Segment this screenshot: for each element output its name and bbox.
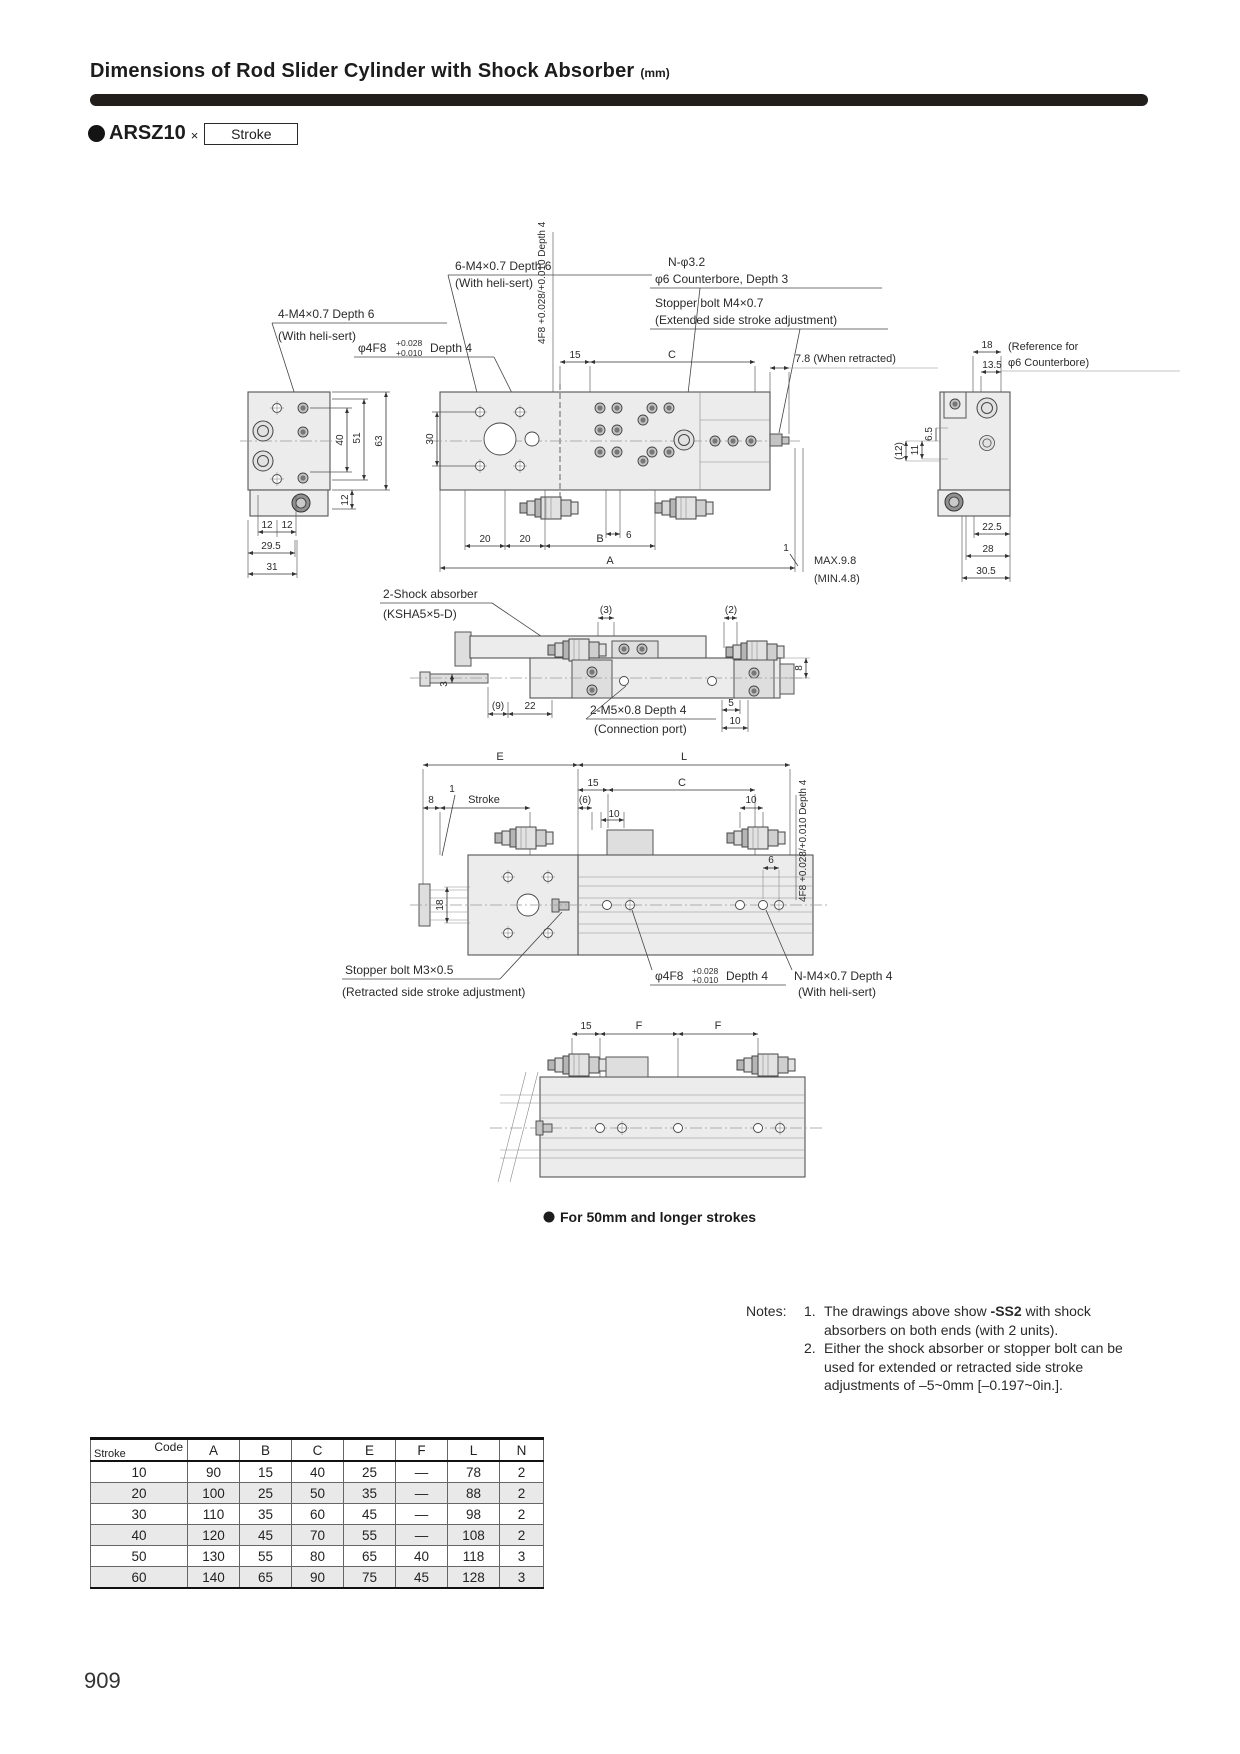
dim-15: 15 [569, 350, 581, 361]
row-stroke: 50 [91, 1546, 188, 1567]
times-symbol: × [190, 127, 199, 143]
dim-B: B [596, 533, 604, 545]
table-header-row [91, 1439, 544, 1462]
callout-fit3: φ4F8 [655, 969, 684, 983]
drawing-side-view [380, 587, 810, 736]
page-title: Dimensions of Rod Slider Cylinder with Shock Absorber [90, 60, 635, 82]
ref-label-1: (Reference for [1008, 341, 1079, 353]
dim-20a: 20 [479, 534, 491, 545]
dim-E: E [496, 751, 504, 763]
row-stroke: 10 [91, 1461, 188, 1483]
note1-line1: The drawings above show -SS2 with shock [824, 1303, 1091, 1319]
dim-18x: 18 [435, 899, 446, 911]
note2-number: 2. [804, 1340, 816, 1356]
dim-40: 40 [335, 434, 346, 446]
dim-295: 29.5 [261, 541, 281, 552]
corner-code-label: Code [154, 1440, 183, 1454]
table-corner-cell [91, 1439, 188, 1462]
notes-label: Notes: [746, 1303, 787, 1319]
fit3-depth: Depth 4 [726, 969, 769, 983]
dim-10a: 10 [608, 809, 620, 820]
dim-1x: 1 [449, 784, 455, 795]
ref-label-2: φ6 Counterbore) [1008, 357, 1090, 369]
dim-3p: (3) [599, 605, 613, 616]
dim-Fa: F [635, 1020, 643, 1032]
dim-20b: 20 [519, 534, 531, 545]
dim-1: 1 [783, 543, 789, 554]
dim-31: 31 [266, 562, 278, 573]
callout-shock-sub: (KSHA5×5-D) [383, 607, 457, 621]
fit-tol-top: +0.028 [396, 338, 423, 348]
callout-stopper3-sub: (Retracted side stroke adjustment) [342, 985, 526, 999]
note2-line2: used for extended or retracted side stroke [824, 1358, 1084, 1375]
drawing-top-view [240, 221, 1180, 585]
fit3-tol-top: +0.028 [692, 966, 719, 976]
row-stroke: 20 [91, 1483, 188, 1504]
callout-stopper-sub: (Extended side stroke adjustment) [655, 313, 838, 327]
col-B: B [240, 1439, 292, 1462]
col-L: L [448, 1439, 500, 1462]
callout-6m4: 6-M4×0.7 Depth 6 [455, 259, 552, 273]
dim-12p: (12) [894, 442, 905, 460]
note1-number: 1. [804, 1303, 816, 1319]
dim-2p: (2) [724, 605, 738, 616]
dim-6p: (6) [578, 795, 592, 806]
dim-10: 10 [729, 716, 741, 727]
dim-min: (MIN.4.8) [814, 573, 860, 585]
dim-Cx: C [678, 777, 686, 789]
dim-6: 6 [626, 530, 632, 541]
col-N: N [500, 1439, 544, 1462]
dim-Fb: F [714, 1020, 722, 1032]
col-F: F [396, 1439, 448, 1462]
table-row: 30 110 35 60 45 — 98 2 [91, 1504, 544, 1525]
dim-12v: 12 [340, 494, 351, 506]
table-row: 10 90 15 40 25 — 78 2 [91, 1461, 544, 1483]
dim-51: 51 [352, 432, 363, 444]
dim-C: C [668, 349, 676, 361]
dim-22: 22 [524, 701, 536, 712]
dim-5: 5 [728, 698, 734, 709]
drawing-extended-view [342, 751, 893, 999]
dim-305: 30.5 [976, 566, 996, 577]
dim-stroke: Stroke [468, 794, 500, 806]
dim-10b: 10 [745, 795, 757, 806]
table-row: 40 120 45 70 55 — 108 2 [91, 1525, 544, 1546]
col-E: E [344, 1439, 396, 1462]
callout-stopper3: Stopper bolt M3×0.5 [345, 963, 454, 977]
callout-nm4: N-M4×0.7 Depth 4 [794, 969, 893, 983]
callout-4m4-sub: (With heli-sert) [278, 329, 357, 343]
caption-bullet-icon [544, 1212, 555, 1223]
table-row: 60 140 65 90 75 45 128 3 [91, 1567, 544, 1589]
dim-63: 63 [374, 435, 385, 447]
row-stroke: 40 [91, 1525, 188, 1546]
col-A: A [188, 1439, 240, 1462]
long-stroke-caption: For 50mm and longer strokes [560, 1209, 757, 1225]
callout-shock: 2-Shock absorber [383, 587, 478, 601]
dim-8: 8 [794, 665, 805, 671]
dim-15f: 15 [580, 1021, 592, 1032]
dim-12b: 12 [281, 520, 293, 531]
dim-9p: (9) [491, 701, 505, 712]
dim-30: 30 [425, 433, 436, 445]
drawing-long-stroke-view [490, 1020, 822, 1225]
note1-line2: absorbers on both ends (with 2 units). [824, 1321, 1059, 1338]
fit-vertical-label-2: 4F8 +0.028/+0.010 Depth 4 [798, 779, 809, 902]
dim-28: 28 [982, 544, 994, 555]
row-stroke: 30 [91, 1504, 188, 1525]
right-view-dims [894, 340, 1180, 582]
dim-6x: 6 [768, 855, 774, 866]
col-C: C [292, 1439, 344, 1462]
table-row: 20 100 25 50 35 — 88 2 [91, 1483, 544, 1504]
fit-depth: Depth 4 [430, 341, 473, 355]
note2-line3: adjustments of –5~0mm [–0.197~0in.]. [824, 1377, 1063, 1393]
callout-port: 2-M5×0.8 Depth 4 [590, 703, 687, 717]
row-stroke: 60 [91, 1567, 188, 1589]
callout-fit: φ4F8 [358, 341, 387, 355]
callout-nphi-sub: φ6 Counterbore, Depth 3 [655, 272, 789, 286]
dim-11: 11 [910, 444, 921, 456]
dim-max: MAX.9.8 [814, 555, 857, 567]
callout-port-sub: (Connection port) [594, 722, 687, 736]
callout-nm4-sub: (With heli-sert) [798, 985, 877, 999]
callout-6m4-sub: (With heli-sert) [455, 276, 534, 290]
dimension-table [90, 1437, 544, 1589]
callout-4m4: 4-M4×0.7 Depth 6 [278, 307, 375, 321]
dim-12a: 12 [261, 520, 273, 531]
fit-tol-bot: +0.010 [396, 348, 423, 358]
fit-vertical-label: 4F8 +0.028/+0.010 Depth 4 [537, 221, 548, 344]
dim-L: L [680, 751, 688, 763]
dim-135: 13.5 [982, 360, 1002, 371]
stroke-box: Stroke [204, 123, 298, 145]
notes-block [746, 1302, 1146, 1395]
fit3-tol-bot: +0.010 [692, 975, 719, 985]
unit-label: (mm) [640, 66, 670, 80]
dim-A: A [606, 555, 614, 567]
callout-nphi: N-φ3.2 [668, 255, 706, 269]
dim-225: 22.5 [982, 522, 1002, 533]
dim-8x: 8 [428, 795, 434, 806]
page-number: 909 [84, 1668, 121, 1693]
dim-18: 18 [981, 340, 993, 351]
callout-stopper: Stopper bolt M4×0.7 [655, 296, 764, 310]
dim-65: 6.5 [924, 427, 935, 441]
table-row: 50 130 55 80 65 40 118 3 [91, 1546, 544, 1567]
model-name: ARSZ10 [109, 122, 186, 144]
dim-15x: 15 [587, 778, 599, 789]
note2-line1: Either the shock absorber or stopper bolt can be [824, 1340, 1123, 1356]
dim-78: 7.8 (When retracted) [795, 353, 896, 365]
dim-3: 3 [439, 681, 450, 687]
corner-stroke-label: Stroke [94, 1448, 126, 1460]
